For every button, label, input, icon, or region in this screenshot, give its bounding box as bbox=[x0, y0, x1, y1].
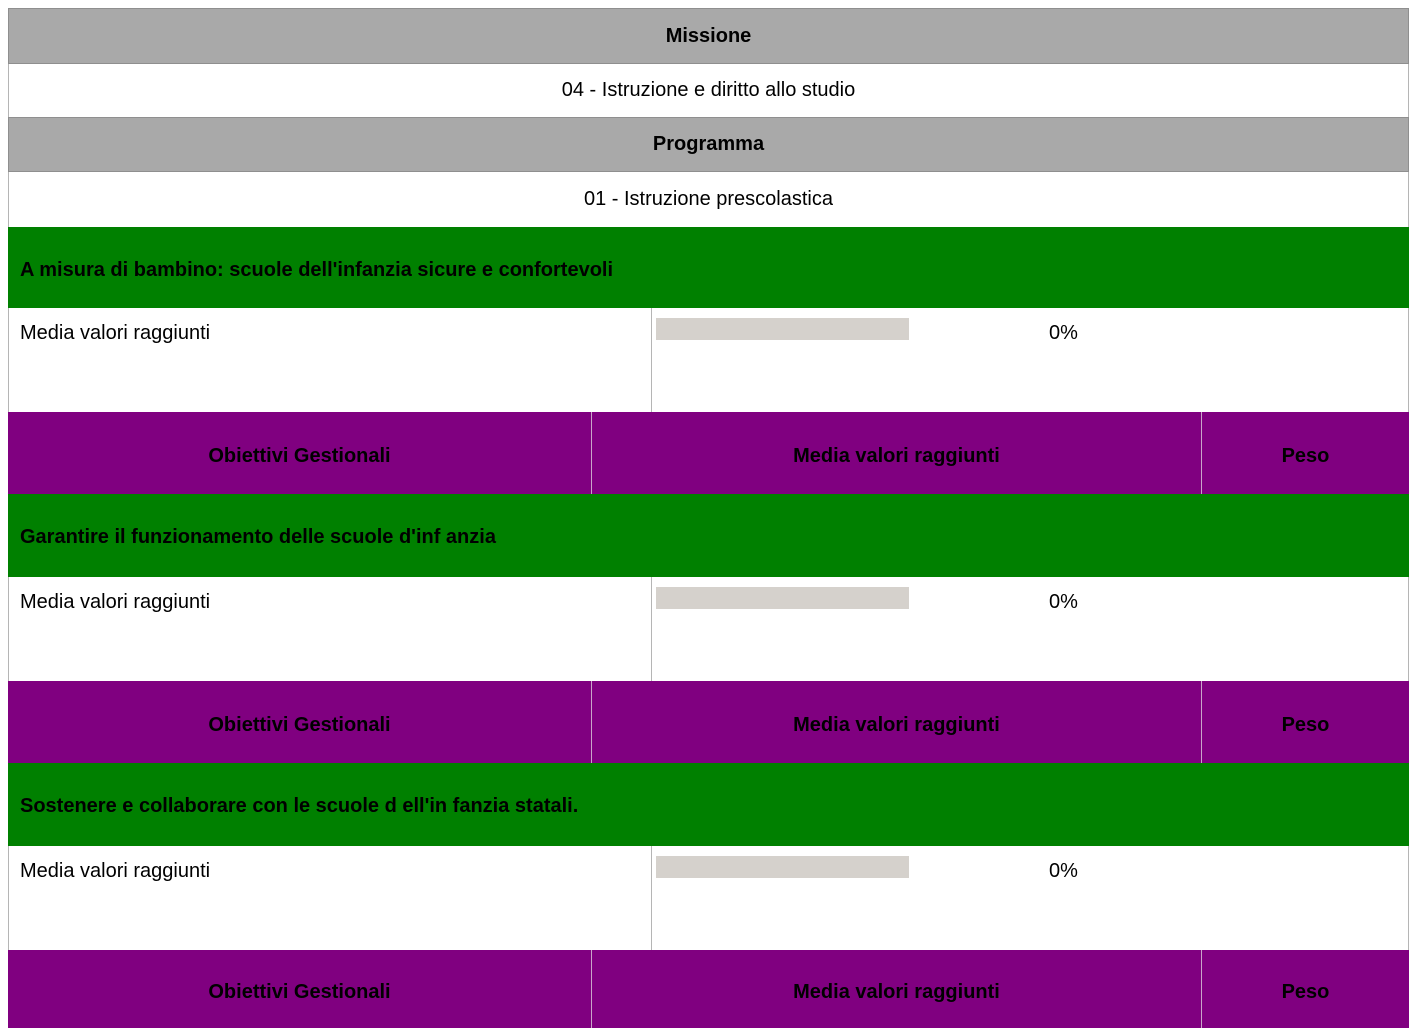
programma-header bbox=[8, 117, 1409, 172]
objective-title: Sostenere e collaborare con le scuole d ell'in fanzia statali. bbox=[20, 795, 579, 817]
column-header-peso: Peso bbox=[1281, 980, 1330, 1003]
objective-title: A misura di bambino: scuole dell'infanzia sicure e confortevoli bbox=[20, 259, 614, 281]
column-divider bbox=[651, 846, 652, 950]
management-objectives-table-header bbox=[8, 681, 1409, 763]
programma-value-row bbox=[8, 172, 1409, 227]
objective-title: Garantire il funzionamento delle scuole d'inf anzia bbox=[20, 526, 496, 548]
media-label: Media valori raggiunti bbox=[20, 860, 211, 882]
media-label: Media valori raggiunti bbox=[20, 591, 211, 613]
column-header-obiettivi: Obiettivi Gestionali bbox=[8, 950, 592, 1028]
management-objectives-table-header bbox=[8, 950, 1409, 1028]
column-header-media: Media valori raggiunti bbox=[592, 412, 1202, 494]
progress-percent: 0% bbox=[1049, 591, 1078, 613]
column-divider bbox=[651, 308, 652, 412]
media-label: Media valori raggiunti bbox=[20, 322, 211, 344]
progress-bar bbox=[656, 587, 909, 609]
missione-header-label: Missione bbox=[665, 24, 752, 47]
column-header-media: Media valori raggiunti bbox=[592, 681, 1202, 763]
media-progress-row bbox=[8, 308, 1409, 412]
column-header-obiettivi: Obiettivi Gestionali bbox=[8, 412, 592, 494]
objective-title-band bbox=[8, 227, 1409, 308]
column-divider bbox=[651, 577, 652, 681]
column-header-media: Media valori raggiunti bbox=[592, 950, 1202, 1028]
management-objectives-table-header bbox=[8, 412, 1409, 494]
column-header-peso: Peso bbox=[1281, 444, 1330, 467]
progress-percent: 0% bbox=[1049, 322, 1078, 344]
progress-bar bbox=[656, 856, 909, 878]
media-progress-row bbox=[8, 846, 1409, 950]
programma-header-label: Programma bbox=[652, 133, 765, 155]
programma-value: 01 - Istruzione prescolastica bbox=[583, 188, 833, 210]
progress-percent: 0% bbox=[1049, 860, 1078, 882]
objective-title-band bbox=[8, 494, 1409, 577]
column-header-obiettivi: Obiettivi Gestionali bbox=[8, 681, 592, 763]
missione-value-row bbox=[8, 64, 1409, 117]
progress-bar bbox=[656, 318, 909, 340]
media-progress-row bbox=[8, 577, 1409, 681]
column-header-peso: Peso bbox=[1281, 713, 1330, 736]
missione-value: 04 - Istruzione e diritto allo studio bbox=[561, 79, 856, 101]
missione-header bbox=[8, 8, 1409, 64]
objective-title-band bbox=[8, 763, 1409, 846]
